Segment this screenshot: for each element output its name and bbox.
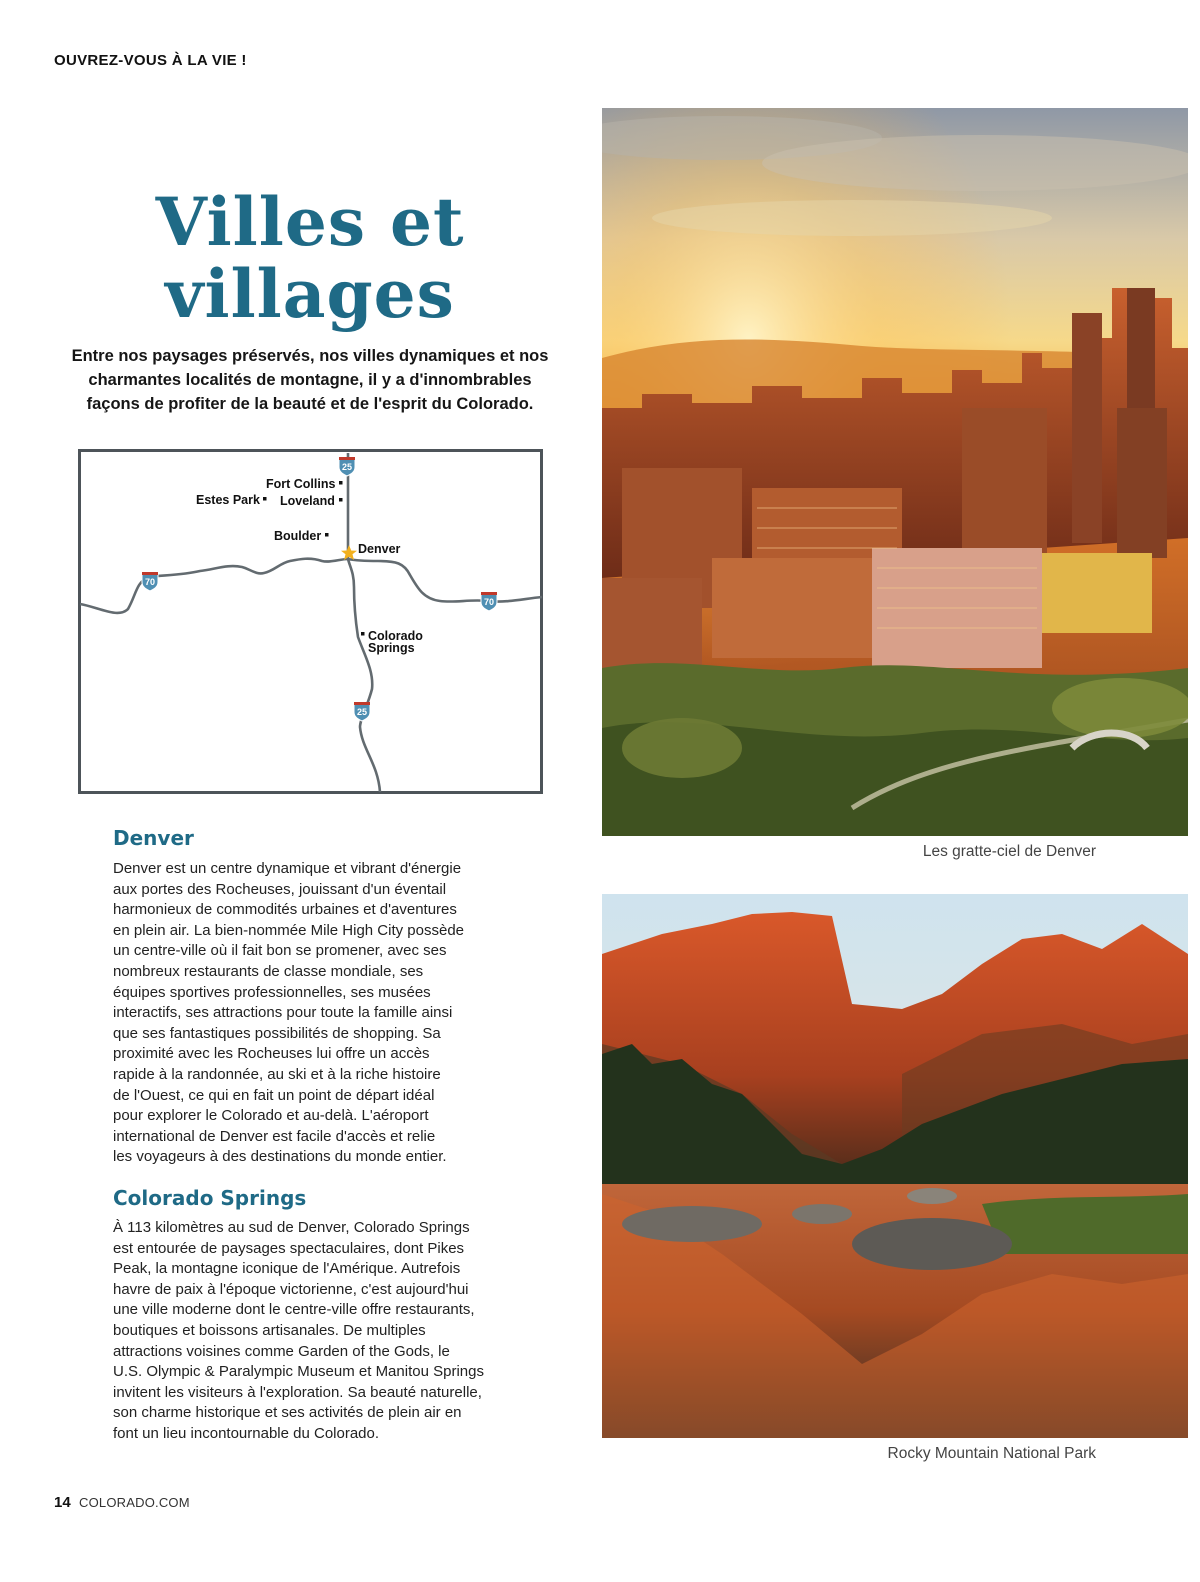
text-line: attractions voisines comme Garden of the Gods, le — [113, 1342, 450, 1360]
shield-i70-west: 70 — [144, 577, 156, 587]
text-line: interactifs, ses attractions pour toute la famille ainsi — [113, 1004, 453, 1022]
loveland-dot — [339, 498, 343, 502]
map-label-colorado-springs-2: Springs — [368, 641, 415, 655]
fort-collins-dot — [339, 481, 343, 485]
text-line: de l'Ouest, ce qui en fait un point de départ idéal — [113, 1086, 435, 1104]
rocky-mountain-photo — [602, 894, 1188, 1438]
map-label-loveland: Loveland — [280, 494, 335, 508]
page-title — [70, 183, 550, 333]
intro-paragraph: Entre nos paysages préservés, nos villes dynamiques et nos charmantes localités de montagne, il y a d'innombrables façons de profiter de la beauté et de l'esprit du Colorado. — [71, 347, 549, 413]
text-line: Denver est un centre dynamique et vibrant d'énergie — [113, 860, 462, 877]
shield-i25-north: 25 — [341, 462, 353, 472]
text-line: une ville moderne dont le centre-ville offre restaurants, — [113, 1301, 475, 1319]
map-label-estes-park: Estes Park — [196, 493, 260, 507]
page-title-line-2: villages — [165, 255, 455, 333]
map-label-boulder: Boulder — [274, 529, 322, 543]
photo-caption-denver: Les gratte-ciel de Denver — [922, 843, 1096, 860]
text-line: un centre-ville où il fait bon se promener, avec ses — [113, 942, 447, 960]
interstate-shield-icon — [339, 457, 355, 476]
map-label-fort-collins: Fort Collins — [266, 477, 336, 491]
shield-i25-south: 25 — [356, 707, 368, 717]
colorado-springs-dot — [361, 632, 365, 636]
text-line: aux portes des Rocheuses, jouissant d'un éventail — [113, 880, 447, 898]
page-number: 14 — [54, 1494, 71, 1511]
section-body-denver — [113, 859, 513, 1168]
photo-caption-rmnp: Rocky Mountain National Park — [887, 1445, 1096, 1462]
map-label-colorado-springs-1: Colorado — [368, 629, 423, 643]
section-body-colorado-springs — [113, 1218, 513, 1445]
page-title-line-1: Villes et — [155, 183, 465, 261]
text-line: harmonieux de commodités urbaines et d'aventures — [113, 901, 457, 919]
estes-park-dot — [263, 497, 267, 501]
interstate-shield-icon — [481, 592, 497, 611]
text-line: proximité avec les Rocheuses lui offre un accès — [113, 1045, 430, 1063]
interstate-shield-icon — [142, 572, 158, 591]
text-line: nombreux restaurants de classe mondiale, ses — [113, 962, 424, 980]
text-line: U.S. Olympic & Paralympic Museum et Manitou Springs — [113, 1363, 484, 1381]
text-line: international de Denver est facile d'accès et relie — [113, 1127, 436, 1145]
interstate-shield-icon — [354, 702, 370, 721]
footer-website: COLORADO.COM — [79, 1495, 190, 1510]
colorado-map — [78, 449, 544, 795]
text-line: que ses fantastiques possibilités de shopping. Sa — [113, 1024, 441, 1042]
text-line: équipes sportives professionnelles, ses musées — [113, 983, 431, 1001]
map-label-denver: Denver — [358, 542, 401, 556]
text-line: Peak, la montagne iconique de l'Amérique. Autrefois — [113, 1260, 461, 1278]
section-heading-denver: Denver — [113, 826, 194, 850]
boulder-dot — [325, 533, 329, 537]
text-line: est entourée de paysages spectaculaires, dont Pikes — [113, 1239, 465, 1257]
section-kicker: OUVREZ-VOUS À LA VIE ! — [54, 52, 247, 69]
text-line: rapide à la randonnée, au ski et à la riche histoire — [113, 1065, 441, 1083]
text-line: font un lieu incontournable du Colorado. — [113, 1424, 380, 1442]
text-line: À 113 kilomètres au sud de Denver, Colorado Springs — [113, 1219, 470, 1236]
text-line: boutiques et boissons artisanales. De multiples — [113, 1321, 426, 1339]
text-line: en plein air. La bien-nommée Mile High City possède — [113, 921, 465, 939]
section-heading-colorado-springs: Colorado Springs — [113, 1186, 307, 1210]
text-line: son charme historique et ses activités de plein air en — [113, 1404, 462, 1422]
text-line: les voyageurs à des destinations du monde entier. — [113, 1148, 447, 1166]
text-line: havre de paix à l'époque victorienne, c'est aujourd'hui — [113, 1280, 469, 1298]
denver-skyline-photo — [602, 108, 1188, 836]
shield-i70-east: 70 — [483, 597, 495, 607]
text-line: invitent les visiteurs à l'exploration. Sa beauté naturelle, — [113, 1383, 482, 1401]
text-line: pour explorer le Colorado et au-delà. L'aéroport — [113, 1107, 429, 1125]
